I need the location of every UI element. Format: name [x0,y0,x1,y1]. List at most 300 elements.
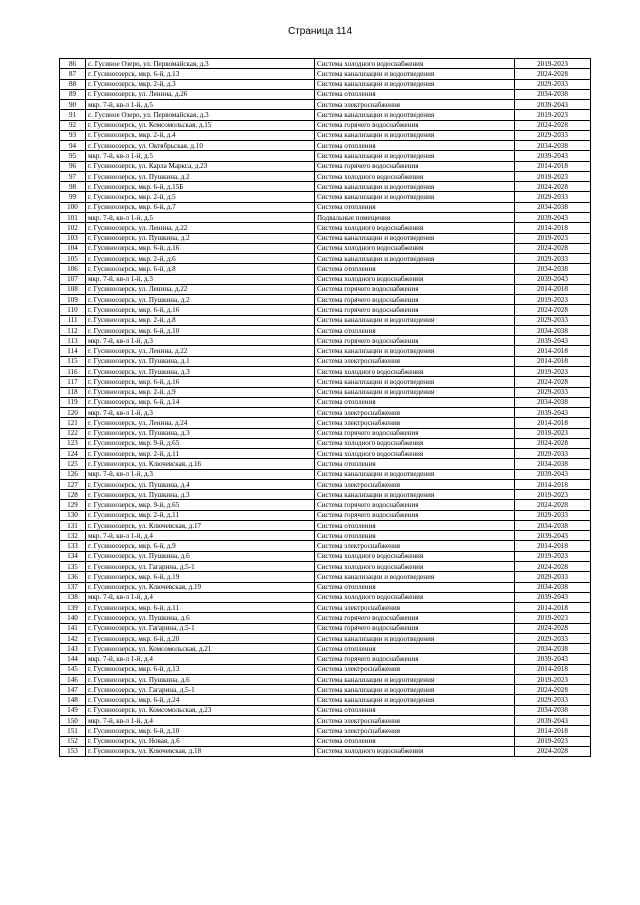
table-row [60,746,591,756]
period-cell: 2024-2028 [515,500,591,510]
period-cell: 2024-2028 [515,623,591,633]
table-row [60,592,591,602]
system-cell: Система канализации и водоотведения [315,633,515,643]
row-number: 126 [60,469,86,479]
row-number: 115 [60,356,86,366]
system-cell: Система канализации и водоотведения [315,674,515,684]
address-cell: мкр. 7-й, кв-л 1-й, д.4 [86,654,315,664]
table-row [60,377,591,387]
address-cell: г. Гусиноозерск, мкр. 6-й, д.20 [86,633,315,643]
system-cell: Система горячего водоснабжения [315,428,515,438]
table-row [60,356,591,366]
row-number: 145 [60,664,86,674]
system-cell: Система электроснабжения [315,726,515,736]
table-row [60,469,591,479]
row-number: 147 [60,685,86,695]
address-cell: г. Гусиноозерск, мкр. 6-й, д.14 [86,397,315,407]
address-cell: мкр. 7-й, кв-л 1-й, д.3 [86,336,315,346]
period-cell: 2034-2038 [515,141,591,151]
table-row [60,387,591,397]
row-number: 117 [60,377,86,387]
system-cell: Система отопления [315,531,515,541]
period-cell: 2039-2043 [515,654,591,664]
address-cell: г. Гусиноозерск, мкр. 2-й, д.9 [86,387,315,397]
table-row [60,366,591,376]
row-number: 96 [60,161,86,171]
system-cell: Система отопления [315,397,515,407]
address-cell: г. Гусиноозерск, ул. Ленина, д.24 [86,418,315,428]
address-cell: г. Гусиноозерск, ул. Ключевская, д.17 [86,520,315,530]
period-cell: 2029-2033 [515,510,591,520]
system-cell: Система канализации и водоотведения [315,572,515,582]
row-number: 102 [60,223,86,233]
period-cell: 2039-2043 [515,716,591,726]
table-row [60,89,591,99]
period-cell: 2019-2023 [515,171,591,181]
table-row [60,603,591,613]
address-cell: г. Гусиноозерск, мкр. 2-й, д.4 [86,130,315,140]
table-row [60,243,591,253]
address-cell: мкр. 7-й, кв-л 1-й, д.3 [86,408,315,418]
address-cell: г. Гусиноозерск, ул. Комсомольская, д.15 [86,120,315,130]
address-cell: г. Гусиноозерск, ул. Гагарина, д.5-1 [86,685,315,695]
period-cell: 2034-2038 [515,644,591,654]
address-cell: г. Гусиноозерск, ул. Ключевская, д.19 [86,582,315,592]
table-row [60,674,591,684]
system-cell: Система электроснабжения [315,716,515,726]
table-row [60,315,591,325]
system-cell: Система электроснабжения [315,541,515,551]
address-cell: г. Гусиноозерск, мкр. 6-й, д.16 [86,243,315,253]
system-cell: Система канализации и водоотведения [315,192,515,202]
system-cell: Система канализации и водоотведения [315,130,515,140]
system-cell: Система канализации и водоотведения [315,79,515,89]
system-cell: Система горячего водоснабжения [315,500,515,510]
system-cell: Система горячего водоснабжения [315,623,515,633]
system-cell: Система отопления [315,705,515,715]
row-number: 153 [60,746,86,756]
period-cell: 2014-2018 [515,726,591,736]
row-number: 87 [60,69,86,79]
row-number: 113 [60,336,86,346]
address-cell: г. Гусиноозерск, ул. Октябрьская, д.10 [86,141,315,151]
period-cell: 2034-2038 [515,397,591,407]
period-cell: 2024-2028 [515,746,591,756]
system-cell: Система электроснабжения [315,100,515,110]
address-cell: г. Гусиноозерск, ул. Пушкина, д.3 [86,490,315,500]
period-cell: 2014-2018 [515,346,591,356]
row-number: 103 [60,233,86,243]
period-cell: 2024-2028 [515,182,591,192]
row-number: 124 [60,449,86,459]
system-cell: Система горячего водоснабжения [315,336,515,346]
system-cell: Система электроснабжения [315,418,515,428]
period-cell: 2029-2033 [515,633,591,643]
system-cell: Система электроснабжения [315,408,515,418]
system-cell: Система канализации и водоотведения [315,695,515,705]
system-cell: Система канализации и водоотведения [315,69,515,79]
period-cell: 2019-2023 [515,613,591,623]
address-cell: мкр. 7-й, кв-л 1-й, д.4 [86,716,315,726]
page-title: Страница 114 [287,26,353,37]
table-row [60,223,591,233]
row-number: 123 [60,438,86,448]
row-number: 109 [60,295,86,305]
table-row [60,233,591,243]
system-cell: Система горячего водоснабжения [315,161,515,171]
row-number: 143 [60,644,86,654]
table-row [60,202,591,212]
data-table [59,58,591,757]
period-cell: 2029-2033 [515,192,591,202]
period-cell: 2014-2018 [515,284,591,294]
period-cell: 2029-2033 [515,79,591,89]
period-cell: 2034-2038 [515,89,591,99]
period-cell: 2019-2023 [515,674,591,684]
row-number: 100 [60,202,86,212]
row-number: 114 [60,346,86,356]
period-cell: 2034-2038 [515,264,591,274]
row-number: 112 [60,325,86,335]
period-cell: 2024-2028 [515,120,591,130]
system-cell: Система канализации и водоотведения [315,346,515,356]
period-cell: 2029-2033 [515,695,591,705]
row-number: 128 [60,490,86,500]
row-number: 150 [60,716,86,726]
table-row [60,664,591,674]
address-cell: г. Гусиноозерск, ул. Пушкина, д.3 [86,428,315,438]
period-cell: 2014-2018 [515,356,591,366]
table-row [60,654,591,664]
period-cell: 2039-2043 [515,531,591,541]
table-row [60,551,591,561]
address-cell: мкр. 7-й, кв-л 1-й, д.4 [86,531,315,541]
table-row [60,141,591,151]
row-number: 146 [60,674,86,684]
table-row [60,161,591,171]
row-number: 120 [60,408,86,418]
period-cell: 2034-2038 [515,325,591,335]
table-row [60,623,591,633]
system-cell: Система канализации и водоотведения [315,254,515,264]
period-cell: 2019-2023 [515,366,591,376]
address-cell: г. Гусиноозерск, ул. Комсомольская, д.21 [86,644,315,654]
row-number: 132 [60,531,86,541]
table-row [60,274,591,284]
row-number: 148 [60,695,86,705]
period-cell: 2034-2038 [515,705,591,715]
system-cell: Система отопления [315,736,515,746]
row-number: 89 [60,89,86,99]
table-row [60,644,591,654]
period-cell: 2039-2043 [515,408,591,418]
system-cell: Система отопления [315,644,515,654]
address-cell: г. Гусиноозерск, ул. Пушкина, д.6 [86,551,315,561]
row-number: 110 [60,305,86,315]
period-cell: 2019-2023 [515,736,591,746]
address-cell: г. Гусиноозерск, ул. Комсомольская, д.23 [86,705,315,715]
table-row [60,479,591,489]
period-cell: 2039-2043 [515,212,591,222]
system-cell: Система отопления [315,89,515,99]
row-number: 95 [60,151,86,161]
system-cell: Система холодного водоснабжения [315,746,515,756]
address-cell: г. Гусиноозерск, ул. Гагарина, д.5-1 [86,623,315,633]
row-number: 141 [60,623,86,633]
table-row [60,284,591,294]
address-cell: г. Гусиноозерск, мкр. 6-й, д.10 [86,726,315,736]
row-number: 93 [60,130,86,140]
period-cell: 2039-2043 [515,592,591,602]
table-row [60,572,591,582]
row-number: 149 [60,705,86,715]
row-number: 122 [60,428,86,438]
table-row [60,562,591,572]
address-cell: г. Гусиноозерск, мкр. 6-й, д.24 [86,695,315,705]
system-cell: Подвальные помещения [315,212,515,222]
address-cell: г. Гусиноозерск, ул. Ленина, д.22 [86,223,315,233]
period-cell: 2029-2033 [515,387,591,397]
system-cell: Система холодного водоснабжения [315,449,515,459]
address-cell: г. Гусиноозерск, мкр. 6-й, д.16 [86,305,315,315]
address-cell: г. Гусиноозерск, ул. Новая, д.6 [86,736,315,746]
period-cell: 2019-2023 [515,428,591,438]
system-cell: Система отопления [315,264,515,274]
row-number: 99 [60,192,86,202]
row-number: 134 [60,551,86,561]
system-cell: Система канализации и водоотведения [315,490,515,500]
address-cell: г. Гусиноозерск, ул. Пушкина, д.1 [86,356,315,366]
row-number: 92 [60,120,86,130]
table-row [60,716,591,726]
period-cell: 2014-2018 [515,603,591,613]
address-cell: г. Гусиноозерск, мкр. 2-й, д.6 [86,254,315,264]
address-cell: г. Гусиноозерск, мкр. 2-й, д.3 [86,79,315,89]
table-row [60,500,591,510]
address-cell: г. Гусиноозерск, мкр. 2-й, д.5 [86,192,315,202]
system-cell: Система холодного водоснабжения [315,274,515,284]
row-number: 101 [60,212,86,222]
table-row [60,459,591,469]
address-cell: г. Гусиноозерск, мкр. 2-й, д.8 [86,315,315,325]
address-cell: г. Гусиноозерск, ул. Гагарина, д.5-1 [86,562,315,572]
table-row [60,100,591,110]
address-cell: мкр. 7-й, кв-л 1-й, д.5 [86,212,315,222]
period-cell: 2014-2018 [515,418,591,428]
row-number: 94 [60,141,86,151]
address-cell: г. Гусиноозерск, ул. Пушкина, д.2 [86,171,315,181]
system-cell: Система канализации и водоотведения [315,469,515,479]
system-cell: Система канализации и водоотведения [315,110,515,120]
period-cell: 2029-2033 [515,315,591,325]
address-cell: г. Гусиноозерск, мкр. 6-й, д.13 [86,69,315,79]
table-row [60,408,591,418]
system-cell: Система горячего водоснабжения [315,120,515,130]
system-cell: Система электроснабжения [315,479,515,489]
table-row [60,69,591,79]
row-number: 88 [60,79,86,89]
period-cell: 2019-2023 [515,59,591,69]
system-cell: Система холодного водоснабжения [315,551,515,561]
table-row [60,541,591,551]
period-cell: 2034-2038 [515,582,591,592]
period-cell: 2039-2043 [515,336,591,346]
address-cell: г. Гусиноозерск, ул. Пушкина, д.6 [86,674,315,684]
row-number: 139 [60,603,86,613]
table-row [60,336,591,346]
table-row [60,418,591,428]
table-row [60,531,591,541]
table-row [60,295,591,305]
period-cell: 2029-2033 [515,130,591,140]
period-cell: 2024-2028 [515,562,591,572]
address-cell: мкр. 7-й, кв-л 1-й, д.4 [86,592,315,602]
row-number: 108 [60,284,86,294]
system-cell: Система электроснабжения [315,664,515,674]
system-cell: Система холодного водоснабжения [315,171,515,181]
period-cell: 2029-2033 [515,572,591,582]
system-cell: Система холодного водоснабжения [315,59,515,69]
system-cell: Система отопления [315,325,515,335]
period-cell: 2014-2018 [515,161,591,171]
address-cell: с. Гусиное Озеро, ул. Первомайская, д.3 [86,59,315,69]
period-cell: 2024-2028 [515,69,591,79]
system-cell: Система горячего водоснабжения [315,305,515,315]
system-cell: Система горячего водоснабжения [315,654,515,664]
row-number: 133 [60,541,86,551]
table-row [60,182,591,192]
system-cell: Система канализации и водоотведения [315,387,515,397]
table-row [60,613,591,623]
address-cell: г. Гусиноозерск, мкр. 6-й, д.9 [86,541,315,551]
address-cell: г. Гусиноозерск, ул. Пушкина, д.3 [86,366,315,376]
row-number: 86 [60,59,86,69]
table-row [60,705,591,715]
row-number: 135 [60,562,86,572]
period-cell: 2039-2043 [515,469,591,479]
row-number: 127 [60,479,86,489]
address-cell: г. Гусиноозерск, ул. Ключевская, д.16 [86,459,315,469]
table-row [60,633,591,643]
period-cell: 2034-2038 [515,202,591,212]
row-number: 151 [60,726,86,736]
system-cell: Система канализации и водоотведения [315,182,515,192]
period-cell: 2019-2023 [515,233,591,243]
row-number: 144 [60,654,86,664]
row-number: 131 [60,520,86,530]
row-number: 106 [60,264,86,274]
address-cell: г. Гусиноозерск, мкр. 6-й, д.19 [86,572,315,582]
period-cell: 2024-2028 [515,438,591,448]
system-cell: Система канализации и водоотведения [315,233,515,243]
address-cell: г. Гусиноозерск, мкр. 6-й, д.7 [86,202,315,212]
table-row [60,449,591,459]
row-number: 121 [60,418,86,428]
table-row [60,151,591,161]
address-cell: мкр. 7-й, кв-л 1-й, д.3 [86,274,315,284]
system-cell: Система горячего водоснабжения [315,613,515,623]
address-cell: г. Гусиноозерск, мкр. 2-й, д.11 [86,449,315,459]
address-cell: г. Гусиноозерск, мкр. 6-й, д.8 [86,264,315,274]
address-cell: г. Гусиноозерск, ул. Ленина, д.26 [86,89,315,99]
system-cell: Система отопления [315,202,515,212]
address-cell: г. Гусиноозерск, ул. Ленина, д.22 [86,284,315,294]
system-cell: Система электроснабжения [315,603,515,613]
period-cell: 2029-2033 [515,254,591,264]
system-cell: Система холодного водоснабжения [315,438,515,448]
row-number: 137 [60,582,86,592]
table-row [60,695,591,705]
period-cell: 2014-2018 [515,541,591,551]
row-number: 104 [60,243,86,253]
address-cell: мкр. 7-й, кв-л 1-й, д.5 [86,151,315,161]
row-number: 119 [60,397,86,407]
period-cell: 2019-2023 [515,110,591,120]
system-cell: Система холодного водоснабжения [315,592,515,602]
period-cell: 2039-2043 [515,274,591,284]
table-row [60,171,591,181]
period-cell: 2039-2043 [515,151,591,161]
table-row [60,510,591,520]
table-row [60,726,591,736]
table-row [60,79,591,89]
period-cell: 2024-2028 [515,685,591,695]
table-row [60,736,591,746]
period-cell: 2014-2018 [515,479,591,489]
address-cell: г. Гусиноозерск, ул. Пушкина, д.2 [86,233,315,243]
table-row [60,192,591,202]
row-number: 142 [60,633,86,643]
table-row [60,438,591,448]
row-number: 140 [60,613,86,623]
period-cell: 2019-2023 [515,551,591,561]
row-number: 97 [60,171,86,181]
address-cell: г. Гусиноозерск, мкр. 6-й, д.15Б [86,182,315,192]
table-row [60,120,591,130]
table-row [60,428,591,438]
row-number: 111 [60,315,86,325]
table-row [60,582,591,592]
period-cell: 2019-2023 [515,295,591,305]
address-cell: г. Гусиноозерск, ул. Пушкина, д.2 [86,295,315,305]
system-cell: Система горячего водоснабжения [315,284,515,294]
system-cell: Система холодного водоснабжения [315,243,515,253]
system-cell: Система отопления [315,582,515,592]
system-cell: Система канализации и водоотведения [315,377,515,387]
system-cell: Система горячего водоснабжения [315,295,515,305]
row-number: 138 [60,592,86,602]
table-row [60,520,591,530]
system-cell: Система горячего водоснабжения [315,510,515,520]
system-cell: Система отопления [315,520,515,530]
row-number: 136 [60,572,86,582]
system-cell: Система канализации и водоотведения [315,151,515,161]
system-cell: Система электроснабжения [315,356,515,366]
row-number: 98 [60,182,86,192]
period-cell: 2034-2038 [515,459,591,469]
address-cell: г. Гусиноозерск, мкр. 6-й, д.16 [86,377,315,387]
address-cell: г. Гусиноозерск, ул. Карла Маркса, д.23 [86,161,315,171]
row-number: 129 [60,500,86,510]
table-row [60,346,591,356]
address-cell: мкр. 7-й, кв-л 1-й, д.3 [86,469,315,479]
address-cell: мкр. 7-й, кв-л 1-й, д.5 [86,100,315,110]
system-cell: Система холодного водоснабжения [315,366,515,376]
table-row [60,59,591,69]
table-row [60,305,591,315]
row-number: 105 [60,254,86,264]
row-number: 116 [60,366,86,376]
